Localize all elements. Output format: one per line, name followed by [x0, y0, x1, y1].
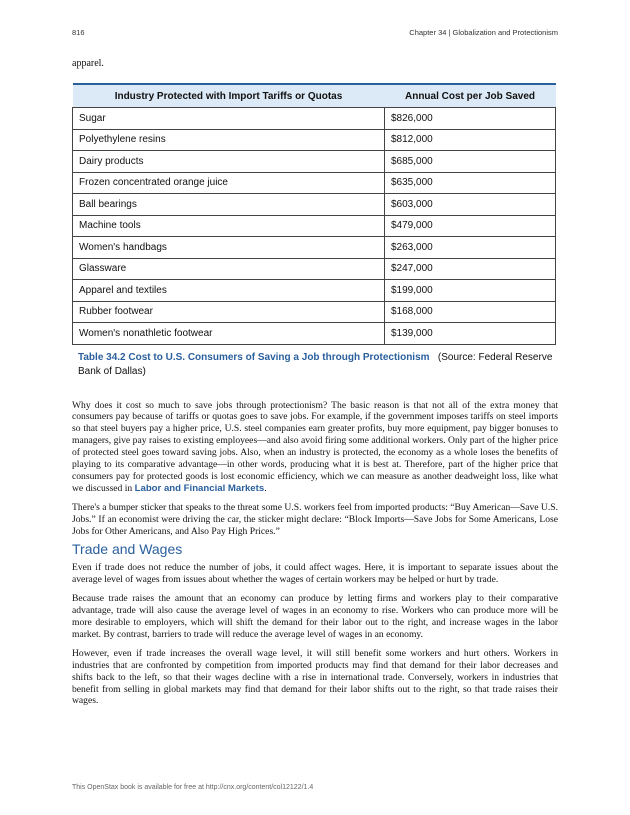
industry-cell: Rubber footwear — [73, 301, 385, 323]
table-row — [73, 194, 556, 216]
table-row — [73, 108, 556, 130]
page-content — [72, 58, 558, 714]
table-header-row — [73, 84, 556, 108]
page-number: 816 — [72, 28, 85, 37]
cost-cell: $685,000 — [385, 151, 556, 173]
cost-cell: $826,000 — [385, 108, 556, 130]
cost-cell: $168,000 — [385, 301, 556, 323]
industry-cell: Sugar — [73, 108, 385, 130]
cost-cell: $199,000 — [385, 280, 556, 302]
paragraph: Even if trade does not reduce the number of jobs, it could affect wages. Here, it is important to separate issues about the average level of wages from issues about whether the wages of certain workers may be helped or hurt by trade. — [72, 562, 558, 586]
industry-cell: Polyethylene resins — [73, 129, 385, 151]
cost-cell: $635,000 — [385, 172, 556, 194]
paragraph — [72, 400, 558, 495]
table-row — [73, 323, 556, 345]
cost-cell: $479,000 — [385, 215, 556, 237]
cost-cell: $247,000 — [385, 258, 556, 280]
industry-cell: Machine tools — [73, 215, 385, 237]
paragraph-text: Why does it cost so much to save jobs through protectionism? The basic reason is that not all of the extra money that consumers pay because of tariffs or quotas goes to save jobs. For example, if the government imposes tariffs on steel imports so that steel buyers pay a higher price, U.S. steel companies earn greater profits, buy more equipment, pay bigger bonuses to managers, give pay raises to existing employees—and also avoid firing some additional workers. Only part of the higher price of protected steel goes toward saving jobs. Also, when an industry is protected, the economy as a whole loses the benefits of playing to its comparative advantage—in other words, producing what it is best at. Therefore, part of the higher price that consumers pay for protected goods is lost economic efficiency, which we can measure as another deadweight loss, like what we discussed in — [72, 399, 558, 494]
paragraph: However, even if trade increases the overall wage level, it will still benefit some workers and hurt others. Workers in industries that are confronted by competition from imported products may find that demand for their labor decreases and shifts back to the left, so that their wages decline with a rise in international trade. Conversely, workers in industries that benefit from selling in global markets may find that demand for their labor shifts out to the right, so that trade raises their wages. — [72, 647, 558, 707]
section-heading: Trade and Wages — [72, 541, 183, 558]
page-header — [72, 28, 558, 37]
column-header-industry: Industry Protected with Import Tariffs or Quotas — [73, 84, 385, 108]
paragraph: There's a bumper sticker that speaks to the threat some U.S. workers feel from imported products: “Buy American—Save U.S. Jobs.” If an economist were driving the car, the sticker might declare: “Block Imports—Save Jobs for Some Americans, Lose Jobs for Other Americans, and Also Pay High Prices.” — [72, 501, 558, 537]
industry-cell: Frozen concentrated orange juice — [73, 172, 385, 194]
table-row — [73, 258, 556, 280]
chapter-title: Chapter 34 | Globalization and Protectionism — [409, 28, 558, 37]
body-text — [72, 400, 558, 708]
table-row — [73, 215, 556, 237]
industry-cell: Women's nonathletic footwear — [73, 323, 385, 345]
table-row — [73, 237, 556, 259]
column-header-cost: Annual Cost per Job Saved — [385, 84, 556, 108]
industry-cell: Dairy products — [73, 151, 385, 173]
table-caption — [78, 351, 558, 379]
labor-financial-markets-link[interactable]: Labor and Financial Markets — [134, 482, 265, 494]
industry-cell: Apparel and textiles — [73, 280, 385, 302]
page-footer: This OpenStax book is available for free at http://cnx.org/content/col12122/1.4 — [72, 784, 314, 791]
cost-cell: $263,000 — [385, 237, 556, 259]
industry-cell: Ball bearings — [73, 194, 385, 216]
caption-source: (Source: Federal Reserve Bank of Dallas) — [78, 351, 553, 377]
cost-cell: $139,000 — [385, 323, 556, 345]
industry-cell: Women's handbags — [73, 237, 385, 259]
table-row — [73, 280, 556, 302]
industry-cell: Glassware — [73, 258, 385, 280]
table-row — [73, 129, 556, 151]
table-row — [73, 151, 556, 173]
cost-per-job-table — [72, 83, 556, 345]
paragraph-end: . — [264, 482, 267, 494]
table-row — [73, 301, 556, 323]
cost-cell: $812,000 — [385, 129, 556, 151]
paragraph: Because trade raises the amount that an economy can produce by letting firms and workers play to their comparative advantage, trade will also cause the average level of wages in an economy to rise. Workers who can produce more will be more desirable to employers, which will shift the demand for their labor out to the right, and increase wages in the labor market. By contrast, barriers to trade will reduce the average level of wages in an economy. — [72, 593, 558, 640]
caption-title: Table 34.2 Cost to U.S. Consumers of Saving a Job through Protectionism — [78, 351, 430, 363]
cost-cell: $603,000 — [385, 194, 556, 216]
table-row — [73, 172, 556, 194]
lead-text: apparel. — [72, 58, 104, 69]
